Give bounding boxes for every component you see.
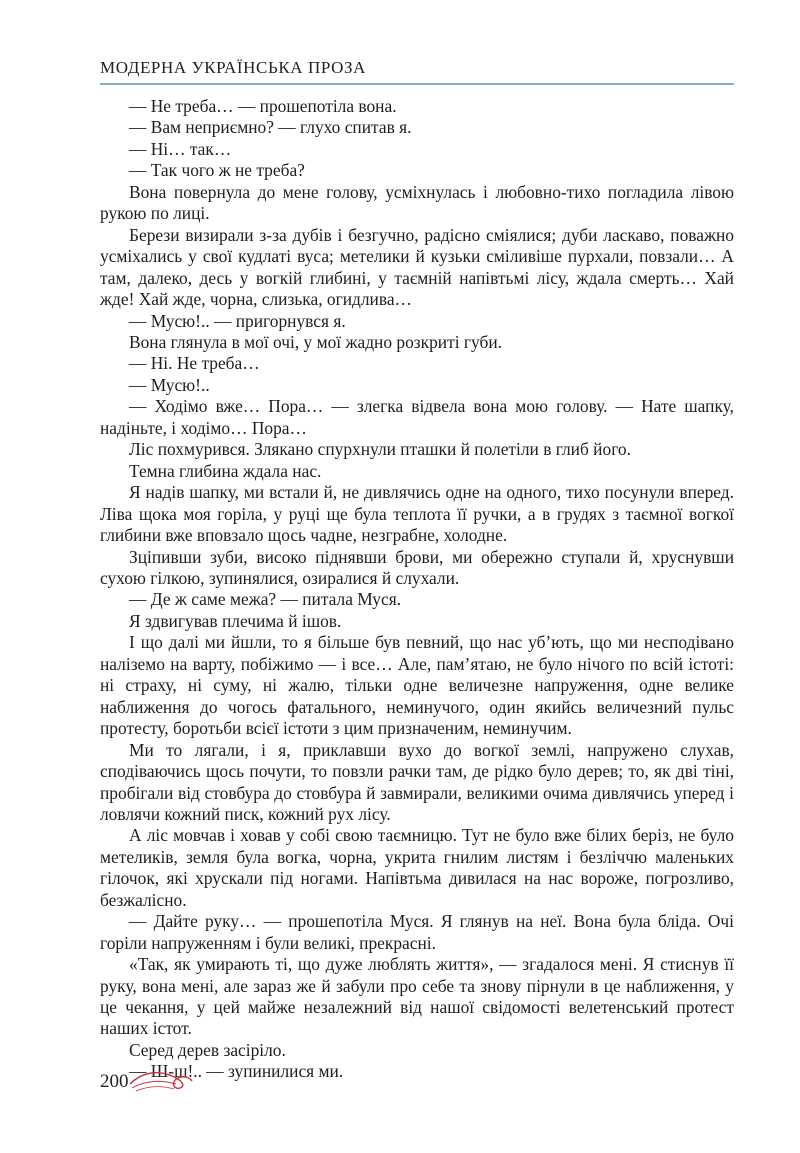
- paragraph: Темна глибина ждала нас.: [129, 460, 322, 481]
- paragraph: Серед дерев засіріло.: [129, 1039, 286, 1060]
- paragraph: — Ш-ш!.. — зупинилися ми.: [129, 1061, 344, 1082]
- paragraph: — Вам неприємно? — глухо спитав я.: [129, 117, 412, 138]
- page-number: 200: [100, 1071, 129, 1092]
- paragraph: Зціпивши зуби, високо піднявши брови, ми обережно ступали й, хруснувши сухою гілкою, зупинялися, озиралися й слухали.: [100, 546, 734, 588]
- paragraph: — Ні… так…: [129, 138, 232, 159]
- flourish-stroke: [132, 1081, 176, 1088]
- paragraph: Я надів шапку, ми встали й, не дивлячись одне на одного, тихо посунули вперед. Ліва щока моя горіла, у руці ще була теплота її ручки, а в грудях з таємної вогкої глибини вже вповзало щось чадне, незграбне, холодне.: [100, 482, 734, 546]
- paragraph: — Дайте руку… — прошепотіла Муся. Я глянув на неї. Вона була бліда. Очі горіли напруженням і були великі, прекрасні.: [100, 911, 734, 953]
- paragraph: — Мусю!.. — пригорнувся я.: [129, 310, 346, 331]
- paragraph: І що далі ми йшли, то я більше був певний, що нас уб’ють, що ми несподівано наліземо на варту, побіжимо — і все… Але, пам’ятаю, не було нічого по всій істоті: ні страху, ні суму, ні жалю, тільки одне величезне напруження, одне велике наближення до чогось фатального, неминучого, один якийсь величезний пульс протесту, боротьби всієї істоти з цим призначеним, неминучим.: [100, 632, 734, 739]
- flourish-stroke: [130, 1073, 192, 1089]
- flourish-stroke: [136, 1087, 174, 1091]
- running-header: МОДЕРНА УКРАЇНСЬКА ПРОЗА: [100, 58, 367, 77]
- paragraph: — Не треба… — прошепотіла вона.: [129, 96, 397, 116]
- paragraph: — Ходімо вже… Пора… — злегка відвела вона мою голову. — Нате шапку, надіньте, і ходімо… Пора…: [100, 396, 734, 438]
- paragraph: Вона повернула до мене голову, усміхнулась і любовно-тихо погладила лівою рукою по лиці.: [100, 181, 734, 224]
- paragraph: Вона глянула в мої очі, у мої жадно розкриті губи.: [129, 331, 502, 352]
- paragraph: Я здвигував плечима й ішов.: [129, 610, 342, 631]
- paragraph: — Мусю!..: [129, 374, 210, 395]
- body-text: [100, 96, 734, 1083]
- paragraph: — Де ж саме межа? — питала Муся.: [129, 589, 402, 610]
- paragraph: А ліс мовчав і ховав у собі свою таємницю. Тут не було вже білих беріз, не було метеликів, земля була вогка, чорна, укрита гнилим листям і безліччю маленьких гілочок, які хрускали під ногами. Напівтьма дивилася на нас вороже, погрозливо, безжалісно.: [100, 825, 734, 910]
- paragraph: Ми то лягали, і я, приклавши вухо до вогкої землі, напружено слухав, сподіваючись щось почути, то повзли рачки там, де рідко було дерев; то, як дві тіні, пробігали від стовбура до стовбура й завмирали, великими очима дивлячись уперед і ловлячи кожний писк, кожний рух лісу.: [100, 739, 734, 824]
- paragraph: «Так, як умирають ті, що дуже люблять життя», — згадалося мені. Я стиснув її руку, вона мені, але зараз же й забули про себе та знову пірнули в це наближення, у це чекання, у цей майже незалежний від нашої свідомості велетенський протест наших істот.: [100, 954, 734, 1039]
- paragraph: Ліс похмурився. Злякано спурхнули пташки й полетіли в глиб його.: [129, 439, 631, 460]
- paragraph: — Ні. Не треба…: [129, 353, 260, 374]
- decorative-flourish-icon: [128, 1066, 194, 1094]
- header-rule: [100, 83, 734, 85]
- paragraph: — Так чого ж не треба?: [129, 160, 305, 181]
- paragraph: Берези визирали з-за дубів і безгучно, радісно сміялися; дуби ласкаво, поважно усміхались у свої кудлаті вуса; метелики й кузьки сміливіше пурхали, повзали… А там, далеко, десь у вогкій глибині, у таємній напівтьмі лісу, ждала смерть… Хай жде! Хай жде, чорна, слизька, огидлива…: [100, 224, 734, 310]
